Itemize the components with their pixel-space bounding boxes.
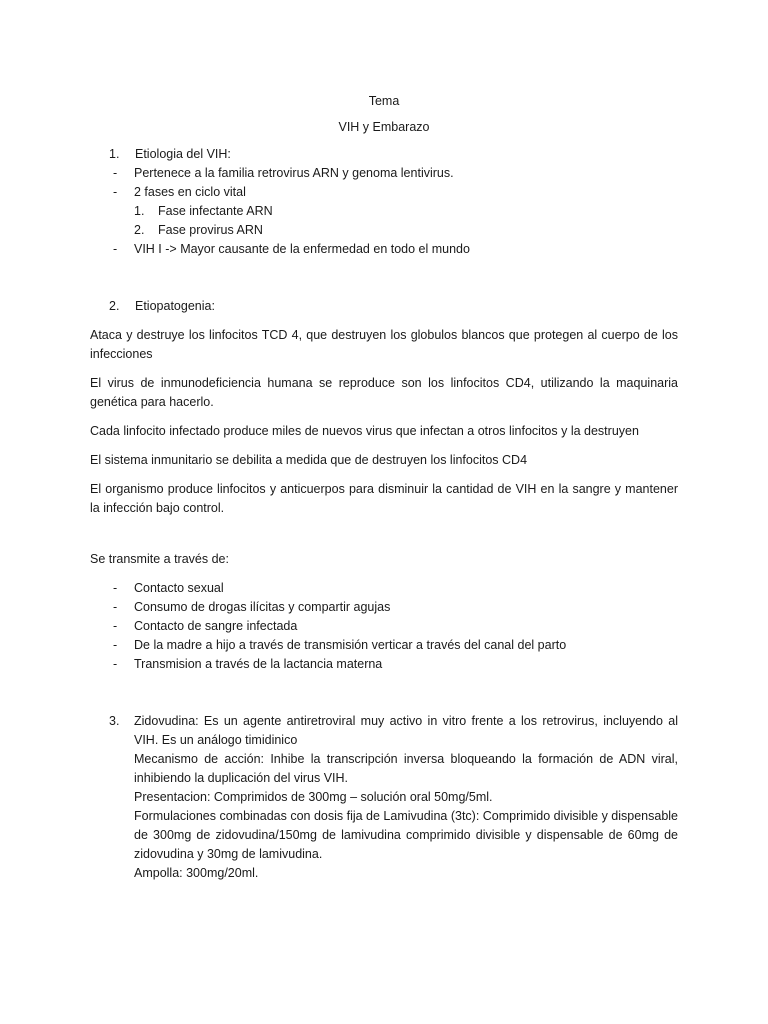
sub-list-text: Fase infectante ARN [158, 204, 273, 218]
list-item [90, 655, 678, 674]
drug-description: Zidovudina: Es un agente antiretroviral muy activo in vitro frente a los retrovirus, incluyendo al VIH. Es un análogo timidinico [134, 714, 678, 747]
bullet-dash: - [113, 166, 118, 180]
list-item [90, 579, 678, 598]
section-number: 3. [109, 714, 120, 728]
list-item-text: Pertenece a la familia retrovirus ARN y genoma lentivirus. [134, 166, 454, 180]
drug-mechanism: Mecanismo de acción: Inhibe la transcripción inversa bloqueando la formación de ADN viral, inhibiendo la duplicación del virus VIH. [134, 752, 678, 785]
bullet-dash: - [113, 581, 118, 595]
sub-list-item [90, 221, 678, 240]
list-item [90, 240, 678, 259]
section-heading [90, 297, 678, 316]
section-heading [90, 145, 678, 164]
drug-formulations: Formulaciones combinadas con dosis fija de Lamivudina (3tc): Comprimido divisible y dispensable de 300mg de zidovudina/150mg de lamivudina comprimido divisible y dispensable de 60mg de zidovudina y 30mg de lamivudina. [134, 809, 679, 861]
document-title: Tema [368, 94, 400, 108]
paragraph: Cada linfocito infectado produce miles de nuevos virus que infectan a otros linfocitos y la destruyen [90, 424, 639, 438]
paragraph: El sistema inmunitario se debilita a medida que de destruyen los linfocitos CD4 [90, 453, 528, 467]
list-item-text: Transmision a través de la lactancia materna [134, 657, 383, 671]
paragraph: El virus de inmunodeficiencia humana se reproduce son los linfocitos CD4, utilizando la maquinaria genética para hacerlo. [90, 376, 678, 409]
transmission-intro: Se transmite a través de: [90, 552, 229, 566]
document-subtitle: VIH y Embarazo [338, 120, 430, 134]
list-item [90, 598, 678, 617]
section-zidovudina [90, 712, 678, 883]
section-etiologia [90, 145, 678, 259]
list-item-text: Contacto sexual [134, 581, 224, 595]
list-item [90, 164, 678, 183]
bullet-dash: - [113, 242, 118, 256]
list-item-text: De la madre a hijo a través de transmisión verticar a través del canal del parto [134, 638, 567, 652]
list-item-text: VIH I -> Mayor causante de la enfermedad en todo el mundo [134, 242, 470, 256]
list-item [90, 636, 678, 655]
drug-presentation: Presentacion: Comprimidos de 300mg – solución oral 50mg/5ml. [134, 790, 493, 804]
list-item [90, 183, 678, 202]
bullet-dash: - [113, 619, 118, 633]
bullet-dash: - [113, 600, 118, 614]
bullet-dash: - [113, 638, 118, 652]
drug-ampoule: Ampolla: 300mg/20ml. [134, 866, 259, 880]
section-heading-text: Etiopatogenia: [135, 299, 215, 313]
section-etiopatogenia [90, 297, 678, 518]
paragraph: El organismo produce linfocitos y anticuerpos para disminuir la cantidad de VIH en la sangre y mantener la infección bajo control. [90, 482, 678, 515]
bullet-dash: - [113, 185, 118, 199]
sub-list-text: Fase provirus ARN [158, 223, 263, 237]
sub-list-item [90, 202, 678, 221]
section-heading-text: Etiologia del VIH: [135, 147, 231, 161]
list-item-text: 2 fases en ciclo vital [134, 185, 246, 199]
bullet-dash: - [113, 657, 118, 671]
section-number: 1. [109, 147, 120, 161]
section-transmission [90, 550, 678, 674]
sub-list-number: 2. [134, 223, 145, 237]
list-item-text: Contacto de sangre infectada [134, 619, 298, 633]
sub-list-number: 1. [134, 204, 145, 218]
paragraph: Ataca y destruye los linfocitos TCD 4, que destruyen los globulos blancos que protegen al cuerpo de los infecciones [90, 328, 678, 361]
list-item [90, 617, 678, 636]
section-number: 2. [109, 299, 120, 313]
list-item-text: Consumo de drogas ilícitas y compartir agujas [134, 600, 391, 614]
